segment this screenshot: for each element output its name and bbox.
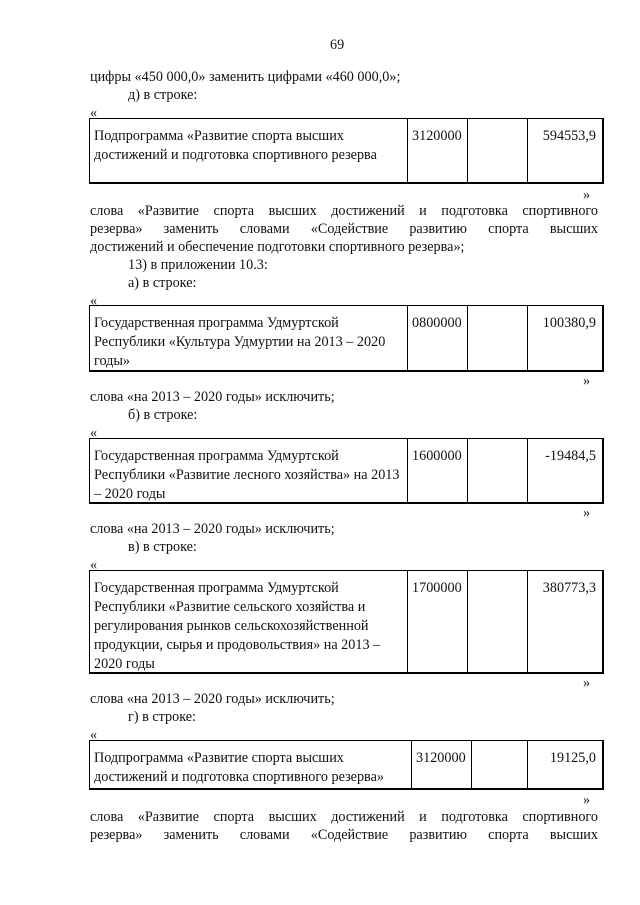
table-code-cell: 1600000 <box>408 439 468 502</box>
text-line: слова «Развитие спорта высших достижений и подготовка спортивного <box>90 809 598 825</box>
text-line: а) в строке: <box>128 275 197 291</box>
open-quote: « <box>90 727 98 743</box>
table-code-cell: 1700000 <box>408 571 468 672</box>
close-quote: » <box>583 505 591 521</box>
text-line: цифры «450 000,0» заменить цифрами «460 000,0»; <box>90 69 401 85</box>
table-value-cell: 100380,9 <box>542 315 596 331</box>
table-empty-cell <box>468 571 528 672</box>
table-name-cell: Подпрограмма «Развитие спорта высших достижений и подготовка спортивного резерва» <box>90 741 412 788</box>
table-code-cell: 3120000 <box>408 119 468 182</box>
close-quote: » <box>583 675 591 691</box>
table-row-3 <box>89 438 604 504</box>
table-empty-cell <box>468 119 528 182</box>
table-row-2 <box>89 305 604 372</box>
text-line: в) в строке: <box>128 539 197 555</box>
open-quote: « <box>90 293 98 309</box>
text-line: д) в строке: <box>128 87 198 103</box>
text-line: резерва» заменить словами «Содействие развитию спорта высших <box>90 827 598 843</box>
close-quote: » <box>583 187 591 203</box>
text-line: слова «на 2013 – 2020 годы» исключить; <box>90 521 335 537</box>
table-name-cell: Государственная программа Удмуртской Республики «Развитие лесного хозяйства» на 2013 – 2020 годы <box>90 439 408 502</box>
table-row-1 <box>89 118 604 184</box>
table-row-4 <box>89 570 604 674</box>
page-number: 69 <box>330 37 345 53</box>
table-code-cell: 0800000 <box>408 306 468 370</box>
close-quote: » <box>583 373 591 389</box>
table-value-cell: 380773,3 <box>542 580 596 596</box>
close-quote: » <box>583 792 591 808</box>
table-value-cell: 594553,9 <box>542 128 596 144</box>
text-line: слова «на 2013 – 2020 годы» исключить; <box>90 691 335 707</box>
table-value-cell: -19484,5 <box>545 448 596 464</box>
text-line: б) в строке: <box>128 407 198 423</box>
table-code-cell: 3120000 <box>412 741 472 788</box>
open-quote: « <box>90 105 98 121</box>
text-line: резерва» заменить словами «Содействие развитию спорта высших <box>90 221 598 237</box>
table-empty-cell <box>472 741 528 788</box>
table-empty-cell <box>468 306 528 370</box>
table-value-cell: 19125,0 <box>549 750 596 766</box>
open-quote: « <box>90 425 98 441</box>
open-quote: « <box>90 557 98 573</box>
table-name-cell: Государственная программа Удмуртской Республики «Культура Удмуртии на 2013 – 2020 годы» <box>90 306 408 370</box>
text-line: слова «на 2013 – 2020 годы» исключить; <box>90 389 335 405</box>
text-line: 13) в приложении 10.3: <box>128 257 268 273</box>
text-line: слова «Развитие спорта высших достижений и подготовка спортивного <box>90 203 598 219</box>
table-name-cell: Подпрограмма «Развитие спорта высших достижений и подготовка спортивного резерва <box>90 119 408 182</box>
text-line: достижений и обеспечение подготовки спортивного резерва»; <box>90 239 465 255</box>
text-line: г) в строке: <box>128 709 196 725</box>
table-name-cell: Государственная программа Удмуртской Республики «Развитие сельского хозяйства и регулирования рынков сельскохозяйственной продукции, сырья и продовольствия» на 2013 – 2020 годы <box>90 571 408 672</box>
table-empty-cell <box>468 439 528 502</box>
table-row-5 <box>89 740 604 790</box>
